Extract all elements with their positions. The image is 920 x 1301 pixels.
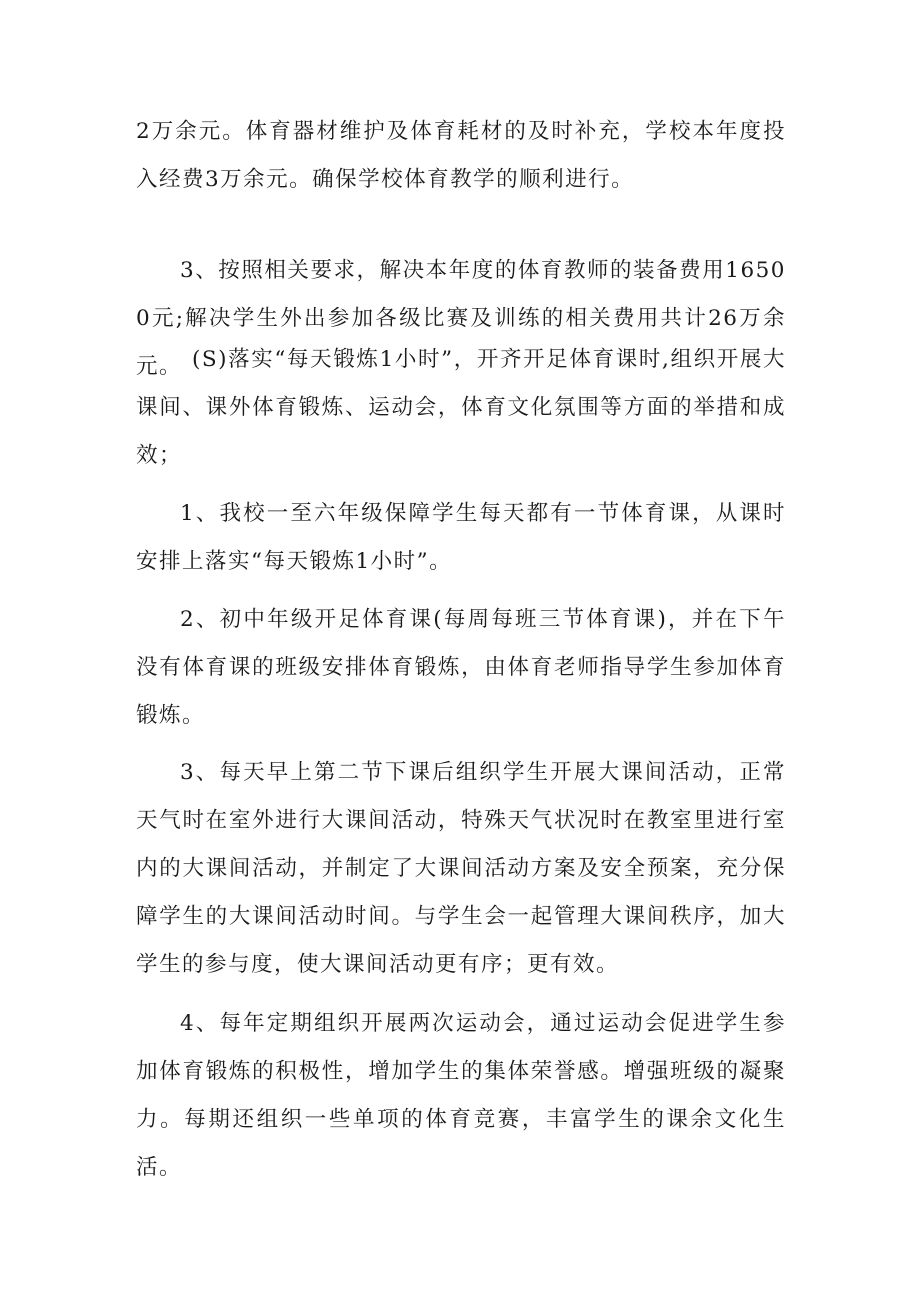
paragraph-funding-continued: 2万余元。体育器材维护及体育耗材的及时补充，学校本年度投入经费3万余元。确保学校体育教学的顺利进行。 — [136, 119, 786, 192]
paragraph-item-4-sports-meet: 4、每年定期组织开展两次运动会，通过运动会促进学生参加体育锻炼的积极性，增加学生的集体荣誉感。增强班级的凝聚力。每期还组织一些单项的体育竞赛，丰富学生的课余文化生活。 — [136, 1011, 786, 1180]
paragraph-item-1-daily-pe: 1、我校一至六年级保障学生每天都有一节体育课，从课时安排上落实“每天锻炼1小时”。 — [136, 501, 786, 574]
paragraph-section-s-heading: (S)落实“每天锻炼1小时”，开齐开足体育课时,组织开展大课间、课外体育锻炼、运动会，体育文化氛围等方面的举措和成效； — [136, 347, 786, 468]
paragraph-item-3-equipment-fees: 3、按照相关要求，解决本年度的体育教师的装备费用16500元;解决学生外出参加各级比赛及训练的相关费用共计26万余元。 — [136, 258, 786, 379]
paragraph-item-3-big-break: 3、每天早上第二节下课后组织学生开展大课间活动，正常天气时在室外进行大课间活动，特殊天气状况时在教室里进行室内的大课间活动，并制定了大课间活动方案及安全预案，充分保障学生的大课间活动时间。与学生会一起管理大课间秩序，加大学生的参与度，使大课间活动更有序；更有效。 — [136, 760, 786, 977]
paragraph-item-2-junior-pe: 2、初中年级开足体育课(每周每班三节体育课)，并在下午没有体育课的班级安排体育锻炼，由体育老师指导学生参加体育锻炼。 — [136, 607, 786, 728]
